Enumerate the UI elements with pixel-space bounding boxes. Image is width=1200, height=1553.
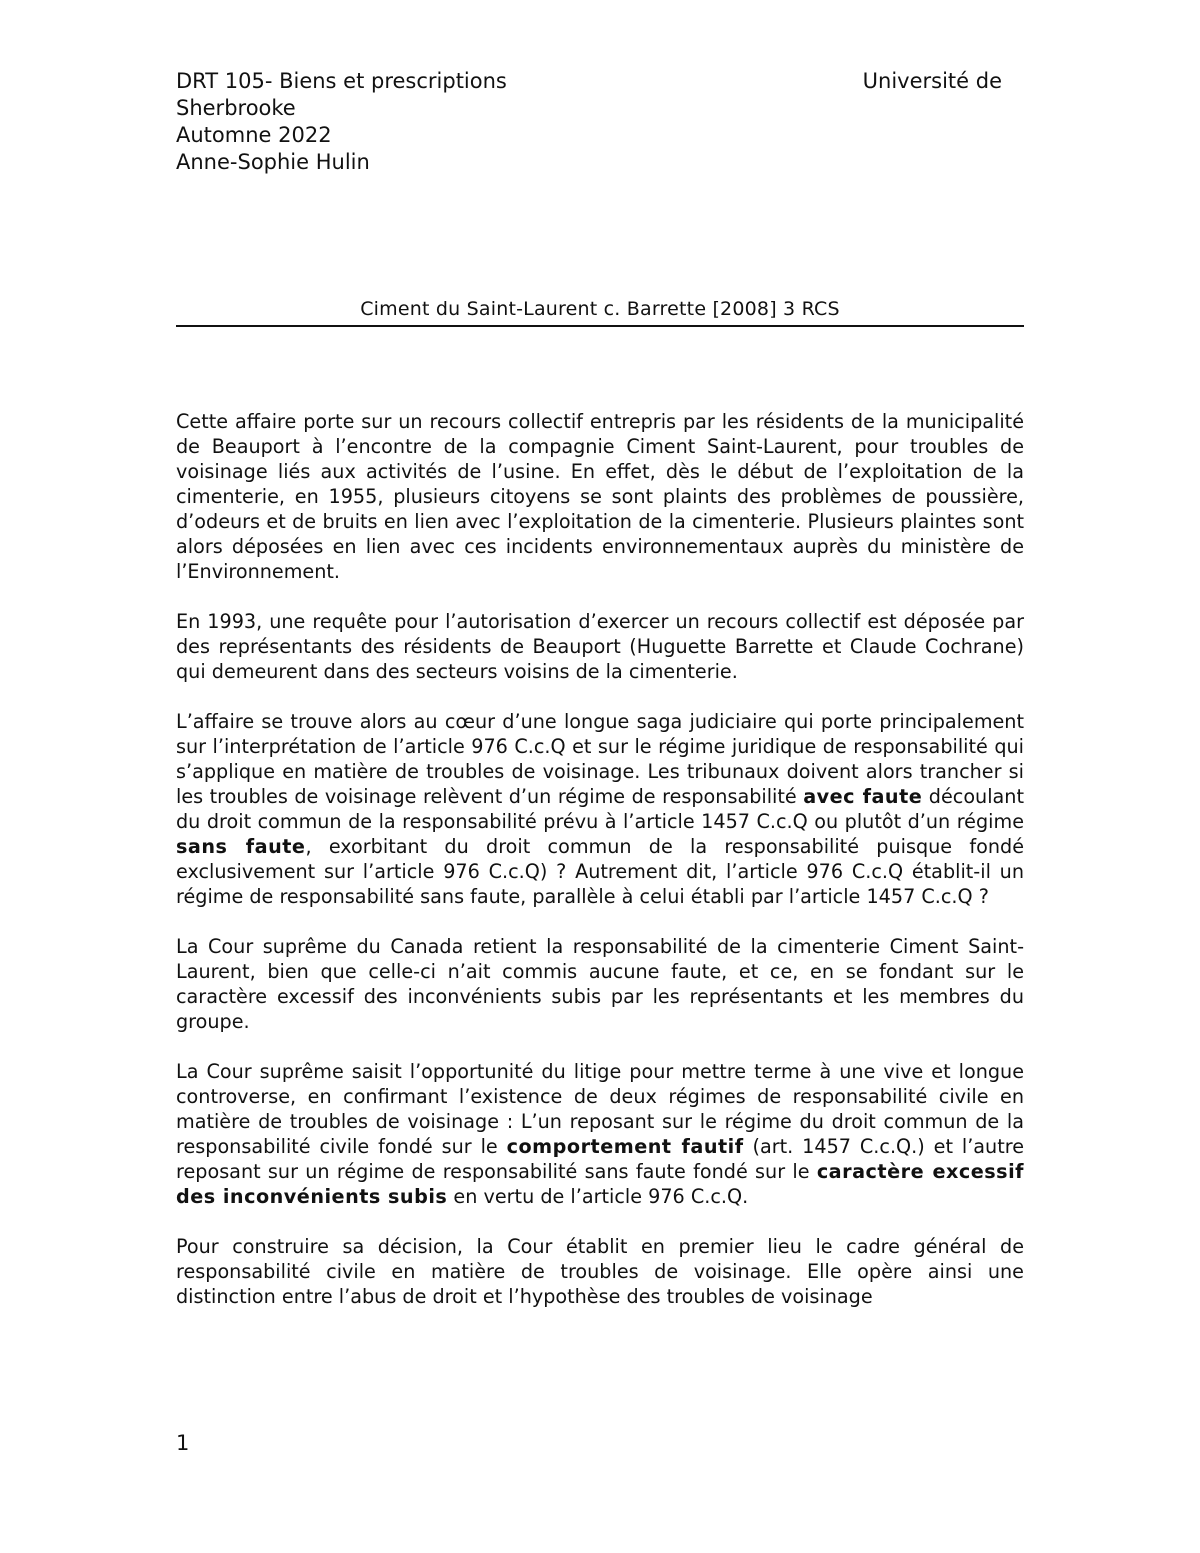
- paragraph-3-text: , exorbitant du droit commun de la responsabilité puisque fondé exclusivement sur l’article 976 C.c.Q) ? Autrement dit, l’article 976 C.c.Q établit-il un régime de responsabilité sans faute, parallèle à celui établi par l’article 1457 C.c.Q ?: [176, 835, 1024, 908]
- author: Anne-Sophie Hulin: [176, 150, 370, 174]
- paragraph-6: Pour construire sa décision, la Cour établit en premier lieu le cadre général de responsabilité civile en matière de troubles de voisinage. Elle opère ainsi une distinction entre l’abus de droit et l’hypothèse des troubles de voisinage: [176, 1235, 1024, 1308]
- university-name: Université de: [862, 69, 1002, 93]
- document-header: [176, 68, 1024, 176]
- paragraph-5-text: La Cour suprême saisit l’opportunité du litige pour mettre terme à une vive et longue controverse, en confirmant l’existence de deux régimes de responsabilité civile en matière de troubles de voisinage : L’un reposant sur le régime du droit commun de la responsabilité civile fondé sur le: [176, 1060, 1024, 1158]
- emphasis-sans-faute: sans faute: [176, 835, 306, 858]
- document-page: [176, 68, 1024, 1334]
- page-number: 1: [176, 1431, 190, 1455]
- university-name-continued: Sherbrooke: [176, 96, 296, 120]
- paragraph-3-text: découlant du droit commun de la responsabilité prévu à l’article 1457 C.c.Q ou plutôt d’un régime: [176, 785, 1024, 833]
- emphasis-caractere-excessif: caractère excessif des inconvénients subis: [176, 1160, 1024, 1208]
- emphasis-comportement-fautif: comportement fautif: [506, 1135, 744, 1158]
- paragraph-4: La Cour suprême du Canada retient la responsabilité de la cimenterie Ciment Saint-Laurent, bien que celle-ci n’ait commis aucune faute, et ce, en se fondant sur le caractère excessif des inconvénients subis par les représentants et les membres du groupe.: [176, 935, 1024, 1033]
- paragraph-5-text: (art. 1457 C.c.Q.) et l’autre reposant sur un régime de responsabilité sans faute fondé sur le: [176, 1135, 1025, 1183]
- paragraph-5-text: en vertu de l’article 976 C.c.Q.: [447, 1185, 749, 1208]
- term: Automne 2022: [176, 123, 332, 147]
- course-title: DRT 105- Biens et prescriptions: [176, 69, 507, 93]
- document-body: [176, 409, 1024, 1309]
- paragraph-5: [176, 1059, 1024, 1209]
- paragraph-2: En 1993, une requête pour l’autorisation d’exercer un recours collectif est déposée par des représentants des résidents de Beauport (Huguette Barrette et Claude Cochrane) qui demeurent dans des secteurs voisins de la cimenterie.: [176, 610, 1024, 683]
- case-title: Ciment du Saint-Laurent c. Barrette [2008] 3 RCS: [176, 296, 1024, 327]
- paragraph-3: [176, 709, 1024, 909]
- paragraph-3-text: L’affaire se trouve alors au cœur d’une longue saga judiciaire qui porte principalement sur l’interprétation de l’article 976 C.c.Q et sur le régime juridique de responsabilité qui s’applique en matière de troubles de voisinage. Les tribunaux doivent alors trancher si les troubles de voisinage relèvent d’un régime de responsabilité: [176, 710, 1024, 808]
- header-first-line: [176, 68, 1024, 95]
- emphasis-avec-faute: avec faute: [803, 785, 923, 808]
- paragraph-1: Cette affaire porte sur un recours collectif entrepris par les résidents de la municipalité de Beauport à l’encontre de la compagnie Ciment Saint-Laurent, pour troubles de voisinage liés aux activités de l’usine. En effet, dès le début de l’exploitation de la cimenterie, en 1955, plusieurs citoyens se sont plaints des problèmes de poussière, d’odeurs et de bruits en lien avec l’exploitation de la cimenterie. Plusieurs plaintes sont alors déposées en lien avec ces incidents environnementaux auprès du ministère de l’Environnement.: [176, 410, 1024, 583]
